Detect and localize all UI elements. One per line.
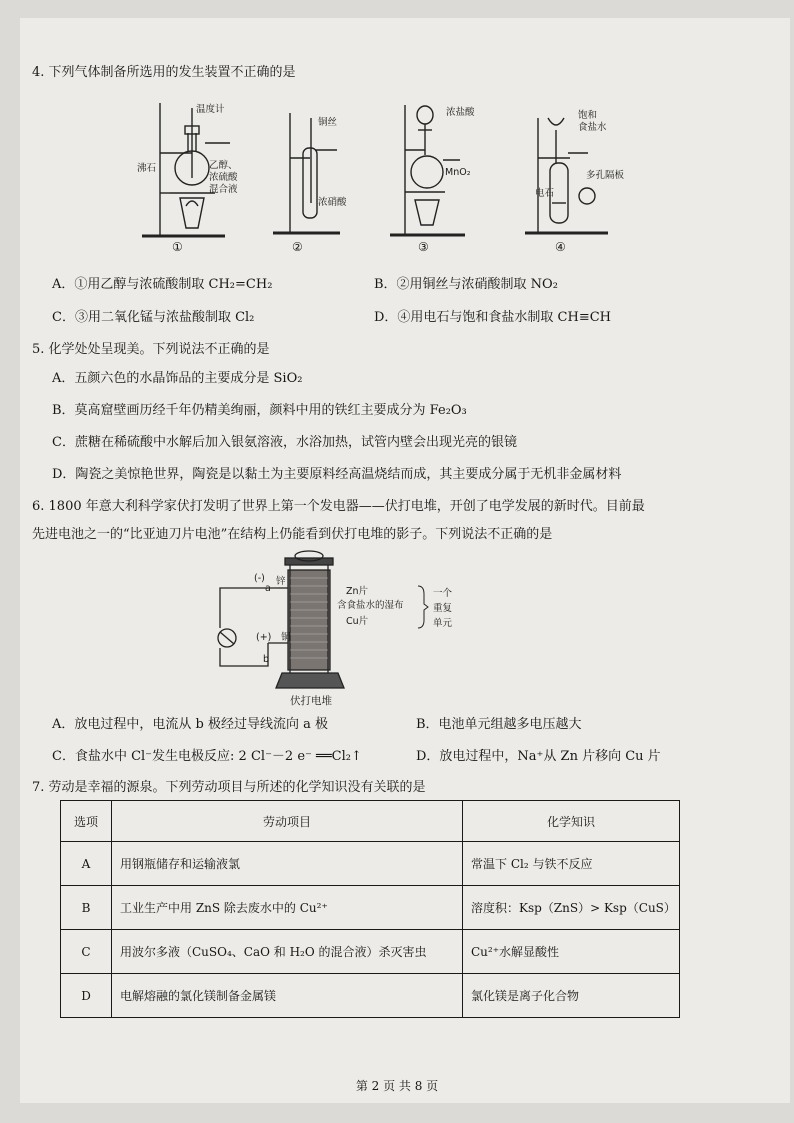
chem-knowledge: Cu²⁺水解显酸性 (463, 930, 680, 974)
figure-3-number: ③ (418, 240, 429, 254)
label-calcium-carbide: 电石 (535, 188, 555, 199)
label-mno2: MnO₂ (445, 167, 471, 178)
table-row (61, 930, 680, 974)
q7-table (60, 800, 680, 1018)
q4-option-d: D．④用电石与饱和食盐水制取 CH≡CH (374, 310, 612, 325)
label-minus: (-) (254, 573, 265, 584)
label-mixture-2: 浓硫酸 (209, 172, 238, 183)
table-row (61, 842, 680, 886)
header-option: 选项 (61, 801, 112, 842)
header-chem-knowledge: 化学知识 (463, 801, 680, 842)
header-labor-item: 劳动项目 (112, 801, 463, 842)
label-wet-cloth: 含食盐水的湿布 (337, 600, 404, 611)
voltaic-pile-figure (210, 548, 360, 696)
table-row (61, 886, 680, 930)
figure-1-number: ① (172, 240, 183, 254)
table-header-row (61, 801, 680, 842)
q5-stem: 5. 化学处处呈现美。下列说法不正确的是 (32, 342, 270, 357)
q5-option-a: A．五颜六色的水晶饰品的主要成分是 SiO₂ (52, 371, 303, 386)
label-copper: 铜 (281, 632, 291, 643)
label-mixture-3: 混合液 (209, 184, 238, 195)
label-caption: 伏打电堆 (290, 695, 332, 707)
table-row (61, 974, 680, 1018)
label-plus: (+) (256, 632, 272, 643)
label-porous-plate: 多孔隔板 (586, 170, 625, 181)
q6-option-a: A．放电过程中，电流从 b 极经过导线流向 a 极 (52, 717, 328, 732)
q4-option-b: B．②用铜丝与浓硝酸制取 NO₂ (374, 277, 558, 292)
labor-item: 用波尔多液（CuSO₄、CaO 和 H₂O 的混合液）杀灭害虫 (112, 930, 463, 974)
q5-option-d: D．陶瓷之美惊艳世界，陶瓷是以黏土为主要原料经高温烧结而成，其主要成分属于无机非金属材料 (52, 467, 622, 482)
repeat-unit-bracket (416, 584, 430, 630)
chem-knowledge: 氯化镁是离子化合物 (463, 974, 680, 1018)
q6-option-d: D．放电过程中，Na⁺从 Zn 片移向 Cu 片 (416, 749, 661, 764)
label-thermometer: 温度计 (196, 104, 225, 115)
label-mixture-1: 乙醇、 (209, 160, 238, 171)
q7-stem: 7. 劳动是幸福的源泉。下列劳动项目与所述的化学知识没有关联的是 (32, 780, 426, 795)
label-brine-2: 食盐水 (578, 122, 607, 133)
labor-item: 电解熔融的氯化镁制备金属镁 (112, 974, 463, 1018)
label-a: a (265, 583, 271, 594)
row-label: A (61, 842, 112, 886)
label-b: b (263, 654, 270, 665)
label-nitric-acid: 浓硝酸 (318, 197, 347, 208)
q4-option-c: C．③用二氧化锰与浓盐酸制取 Cl₂ (52, 310, 255, 325)
q6-stem-line1: 6. 1800 年意大利科学家伏打发明了世界上第一个发电器——伏打电堆，开创了电学发展的新时代。目前最 (32, 499, 645, 514)
chem-knowledge: 溶度积：Ksp（ZnS）> Ksp（CuS） (463, 886, 680, 930)
q5-option-c: C．蔗糖在稀硫酸中水解后加入银氨溶液，水浴加热，试管内壁会出现光亮的银镜 (52, 435, 517, 450)
chem-knowledge: 常温下 Cl₂ 与铁不反应 (463, 842, 680, 886)
row-label: D (61, 974, 112, 1018)
label-unit-1: 一个 (433, 588, 453, 599)
label-unit-2: 重复 (433, 603, 453, 614)
label-copper-wire: 铜丝 (318, 117, 338, 128)
label-cu-piece: Cu片 (346, 616, 369, 627)
q4-stem: 4. 下列气体制备所选用的发生装置不正确的是 (32, 65, 296, 80)
label-unit-3: 单元 (433, 618, 453, 629)
figure-4-number: ④ (555, 240, 566, 254)
q6-stem-line2: 先进电池之一的“比亚迪刀片电池”在结构上仍能看到伏打电堆的影子。下列说法不正确的是 (32, 527, 553, 542)
labor-item: 用钢瓶储存和运输液氯 (112, 842, 463, 886)
row-label: C (61, 930, 112, 974)
label-hydrochloric-acid: 浓盐酸 (446, 107, 475, 118)
q5-option-b: B．莫高窟壁画历经千年仍精美绚丽，颜料中用的铁红主要成分为 Fe₂O₃ (52, 403, 467, 418)
apparatus-2-figure (265, 108, 355, 238)
page-footer: 第 2 页 共 8 页 (355, 1079, 439, 1093)
q6-option-c: C．食盐水中 Cl⁻发生电极反应: 2 Cl⁻－2 e⁻ ══Cl₂↑ (52, 749, 362, 764)
figure-2-number: ② (292, 240, 303, 254)
label-boiling-stone: 沸石 (137, 163, 157, 174)
label-brine-1: 饱和 (578, 110, 598, 121)
labor-item: 工业生产中用 ZnS 除去废水中的 Cu²⁺ (112, 886, 463, 930)
q6-option-b: B．电池单元组越多电压越大 (416, 717, 582, 732)
q4-option-a: A．①用乙醇与浓硫酸制取 CH₂=CH₂ (52, 277, 273, 292)
label-zinc: 锌 (276, 576, 286, 587)
label-zn-piece: Zn片 (346, 586, 369, 597)
row-label: B (61, 886, 112, 930)
